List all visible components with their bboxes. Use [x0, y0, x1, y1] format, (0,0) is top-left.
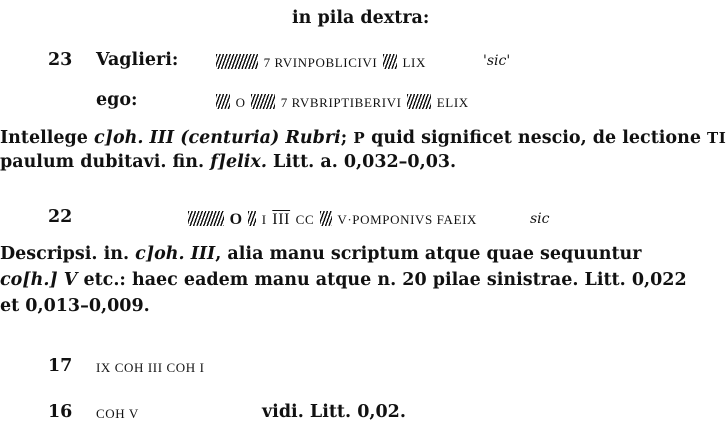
commentary-line-5: et 0,013–0,009. — [0, 296, 150, 316]
inscription-letter: I — [261, 212, 267, 227]
inscription-text: 7 RVBRIPTIBERIVI — [280, 95, 402, 110]
entry-23-inscription — [216, 52, 426, 73]
commentary-line-3: Descripsi. in. c]oh. III, alia manu scriptum atque quae sequuntur — [0, 244, 642, 264]
sic-note: 'sic' — [483, 53, 511, 69]
inscription-text: 7 RVINPOBLICIVI — [263, 55, 378, 70]
entry-ego-inscription — [216, 92, 469, 113]
erasure-mark — [248, 211, 256, 226]
inscription-numeral: $\overline{III}$ — [272, 211, 291, 228]
entry-22-inscription — [188, 209, 477, 230]
entry-17-inscription: IX COH III COH I — [96, 360, 205, 375]
inscription-letters: CC — [295, 212, 315, 227]
sic-note: sic — [530, 211, 550, 227]
inscription-text-end: LIX — [402, 55, 426, 70]
erasure-mark — [216, 54, 258, 69]
erasure-mark — [216, 94, 230, 109]
entry-16-inscription: COH V — [96, 406, 139, 421]
section-heading: in pila dextra: — [292, 8, 430, 28]
entry-16-note: vidi. Litt. 0,02. — [262, 402, 406, 422]
erasure-mark — [383, 54, 397, 69]
entry-number-23: 23 — [48, 50, 73, 70]
inscription-text-end: ELIX — [436, 95, 469, 110]
inscription-text: V·POMPONIVS FAEIX — [337, 212, 477, 227]
commentary-line-2: paulum dubitavi. fin. f]elix. Litt. a. 0,032–0,03. — [0, 152, 457, 172]
entry-number-22: 22 — [48, 207, 73, 227]
commentary-line-1: Intellege c]oh. III (centuria) Rubri; P quid significet nescio, de lectione TI — [0, 128, 726, 148]
inscription-letter: O — [235, 95, 246, 110]
entry-number-17: 17 — [48, 356, 73, 376]
erasure-mark — [188, 211, 224, 226]
entry-23-author: Vaglieri: — [96, 50, 179, 70]
erasure-mark — [251, 94, 275, 109]
erasure-mark — [407, 94, 431, 109]
erasure-mark — [320, 211, 332, 226]
commentary-line-4: co[h.] V etc.: haec eadem manu atque n. 20 pilae sinistrae. Litt. 0,022 — [0, 270, 687, 290]
entry-ego-author: ego: — [96, 90, 138, 110]
inscription-letter: O — [229, 211, 243, 228]
entry-number-16: 16 — [48, 402, 73, 422]
